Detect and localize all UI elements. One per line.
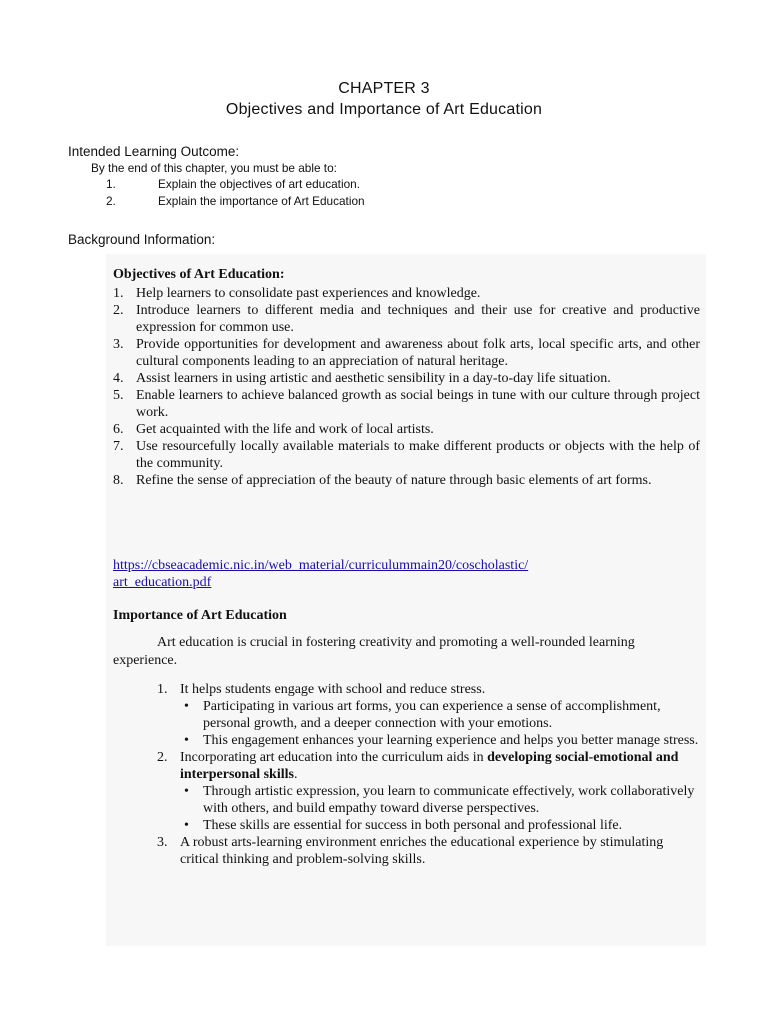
bullet-text: These skills are essential for success in both personal and professional life. (203, 818, 623, 833)
item-number: 1. (113, 286, 124, 301)
item-text-bold: developing social-emotional and interpersonal skills (180, 750, 679, 782)
list-item (113, 472, 700, 489)
objectives-list (113, 285, 700, 489)
source-link-line2: art_education.pdf (113, 575, 212, 590)
learning-outcome-item (106, 194, 365, 208)
item-text: Help learners to consolidate past experiences and knowledge. (136, 286, 481, 301)
item-text: Get acquainted with the life and work of local artists. (136, 422, 434, 437)
chapter-number: CHAPTER 3 (338, 80, 430, 97)
item-text: Provide opportunities for development and awareness about folk arts, local specific arts, and other cultural components leading to an appreciation of natural heritage. (136, 337, 700, 369)
bullet-glyph: • (184, 818, 189, 833)
bullet-item (180, 817, 702, 834)
item-number: 8. (113, 473, 124, 488)
item-text-part: . (293, 767, 298, 782)
item-text: Assist learners in using artistic and aesthetic sensibility in a day-to-day life situation. (136, 371, 611, 386)
item-number: 2. (113, 303, 124, 318)
item-number: 5. (113, 388, 124, 403)
item-text: Introduce learners to different media and techniques and their use for creative and productive expression for common use. (136, 303, 700, 335)
source-link[interactable] (113, 557, 528, 591)
bullet-list (180, 698, 702, 749)
item-number: 3. (157, 835, 168, 850)
bullet-glyph: • (184, 784, 189, 799)
item-text: Refine the sense of appreciation of the beauty of nature through basic elements of art forms. (136, 473, 652, 488)
bullet-glyph: • (184, 733, 189, 748)
list-item (113, 438, 700, 472)
importance-list (157, 681, 702, 868)
item-text-part: Incorporating art education into the curriculum aids in (180, 750, 488, 765)
item-number: 2. (106, 194, 116, 208)
list-item (157, 749, 702, 834)
list-item (113, 285, 700, 302)
item-text (180, 750, 678, 782)
list-item (113, 387, 700, 421)
item-text: It helps students engage with school and reduce stress. (180, 682, 486, 697)
bullet-text: This engagement enhances your learning experience and helps you better manage stress. (203, 733, 699, 748)
list-item (113, 370, 700, 387)
item-number: 1. (106, 177, 116, 191)
item-number: 6. (113, 422, 124, 437)
list-item (113, 336, 700, 370)
background-heading: Background Information: (68, 232, 216, 247)
importance-intro: Art education is crucial in fostering creativity and promoting a well-rounded learning experience. (113, 635, 635, 668)
bullet-item (180, 783, 702, 817)
item-number: 7. (113, 439, 124, 454)
bullet-item (180, 732, 702, 749)
list-item (157, 834, 702, 868)
learning-outcome-heading: Intended Learning Outcome: (68, 144, 240, 159)
list-item (113, 302, 700, 336)
item-text: Explain the objectives of art education. (158, 177, 360, 191)
list-item (113, 421, 700, 438)
bullet-item (180, 698, 702, 732)
bullet-glyph: • (184, 699, 189, 714)
objectives-heading: Objectives of Art Education: (113, 267, 285, 282)
chapter-title: Objectives and Importance of Art Education (225, 101, 543, 118)
item-text: Use resourcefully locally available materials to make different products or objects with the help of the community. (136, 439, 700, 471)
learning-outcome-intro: By the end of this chapter, you must be able to: (91, 161, 337, 175)
importance-heading: Importance of Art Education (113, 608, 287, 623)
item-number: 1. (157, 682, 168, 697)
item-number: 3. (113, 337, 124, 352)
item-text: Enable learners to achieve balanced growth as social beings in tune with our culture through project work. (136, 388, 700, 420)
item-number: 2. (157, 750, 168, 765)
bullet-list (180, 783, 702, 834)
learning-outcome-item (106, 177, 360, 191)
bullet-text: Through artistic expression, you learn to communicate effectively, work collaboratively with others, and build empathy toward diverse perspectives. (203, 784, 695, 816)
item-text: Explain the importance of Art Education (158, 194, 365, 208)
item-number: 4. (113, 371, 124, 386)
source-link-line1: https://cbseacademic.nic.in/web_material/curriculummain20/coscholastic/ (113, 558, 529, 573)
list-item (157, 681, 702, 749)
item-text: A robust arts-learning environment enriches the educational experience by stimulating critical thinking and problem-solving skills. (180, 835, 664, 867)
bullet-text: Participating in various art forms, you can experience a sense of accomplishment, personal growth, and a deeper connection with your emotions. (203, 699, 661, 731)
